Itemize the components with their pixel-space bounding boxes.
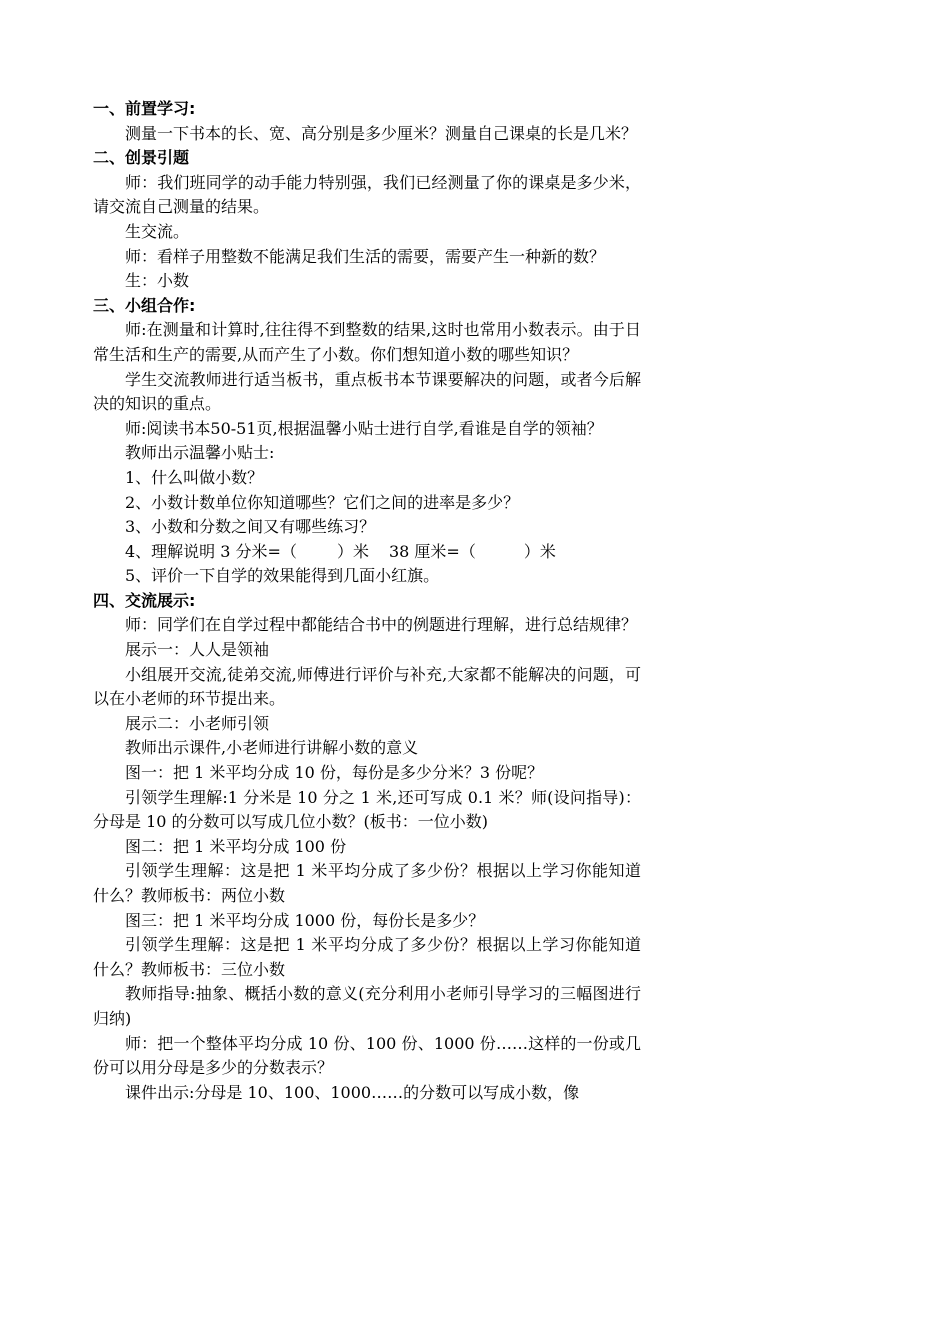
fill-blank-unit: ）米 [336, 541, 369, 561]
paragraph: 测量一下书本的长、宽、高分别是多少厘米？测量自己课桌的长是几米？ [125, 123, 638, 143]
section-heading-preview: 一、前置学习: [93, 99, 196, 118]
paragraph: 师:在测量和计算时,往往得不到整数的结果,这时也常用小数表示。由于日常生活和生产的需要,从而产生了小数。你们想知道小数的哪些知识？ [93, 320, 641, 364]
list-item-fill-blank [93, 540, 641, 565]
section-heading-group-work: 三、小组合作: [93, 295, 196, 315]
list-item: 1、什么叫做小数？ [125, 467, 264, 487]
paragraph: 师：看样子用整数不能满足我们生活的需要，需要产生一种新的数？ [125, 246, 606, 266]
paragraph: 教师指导:抽象、概括小数的意义(充分利用小老师引导学习的三幅图进行归纳) [93, 984, 641, 1028]
paragraph: 图二：把 1 米平均分成 100 份 [125, 836, 347, 856]
paragraph: 图三：把 1 米平均分成 1000 份，每份长是多少？ [125, 910, 485, 930]
section-heading-intro: 二、创景引题 [93, 148, 190, 168]
list-item: 5、评价一下自学的效果能得到几面小红旗。 [125, 566, 440, 586]
fill-blank-unit: ）米 [523, 541, 556, 561]
paragraph: 引领学生理解：这是把 1 米平均分成了多少份？根据以上学习你能知道什么？教师板书：两位小数 [93, 861, 641, 905]
paragraph: 教师出示课件,小老师进行讲解小数的意义 [125, 738, 419, 758]
paragraph: 教师出示温馨小贴士: [125, 443, 275, 463]
paragraph: 图一：把 1 米平均分成 10 份，每份是多少分米？3 份呢？ [125, 763, 544, 783]
fill-blank-prompt: 4、理解说明 3 分米=（ [125, 541, 297, 561]
paragraph: 学生交流教师进行适当板书，重点板书本节课要解决的问题，或者今后解决的知识的重点。 [93, 369, 641, 414]
paragraph: 展示一：人人是领袖 [125, 640, 270, 660]
paragraph: 师：把一个整体平均分成 10 份、100 份、1000 份……这样的一份或几份可以用分母是多少的分数表示？ [93, 1033, 641, 1078]
list-item: 3、小数和分数之间又有哪些练习？ [125, 517, 376, 537]
paragraph: 师：我们班同学的动手能力特别强，我们已经测量了你的课桌是多少米，请交流自己测量的结果。 [93, 172, 641, 217]
paragraph: 引领学生理解：这是把 1 米平均分成了多少份？根据以上学习你能知道什么？教师板书：三位小数 [93, 935, 641, 979]
paragraph: 师:阅读书本50-51页,根据温馨小贴士进行自学,看谁是自学的领袖？ [125, 418, 603, 438]
fill-blank-prompt: 38 厘米=（ [388, 541, 476, 561]
paragraph: 生：小数 [125, 271, 190, 291]
document-page [93, 97, 641, 1105]
paragraph: 生交流。 [125, 221, 190, 241]
paragraph: 课件出示:分母是 10、100、1000……的分数可以写成小数，像 [125, 1082, 580, 1102]
section-heading-showcase: 四、交流展示: [93, 590, 196, 610]
paragraph: 引领学生理解:1 分米是 10 分之 1 米,还可写成 0.1 米？师(设问指导)：分母是 10 的分数可以写成几位小数？(板书：一位小数) [93, 787, 641, 832]
list-item: 2、小数计数单位你知道哪些？它们之间的进率是多少？ [125, 492, 520, 512]
paragraph: 小组展开交流,徒弟交流,师傅进行评价与补充,大家都不能解决的问题，可以在小老师的环节提出来。 [93, 664, 641, 709]
paragraph: 师：同学们在自学过程中都能结合书中的例题进行理解，进行总结规律？ [125, 615, 638, 635]
paragraph: 展示二：小老师引领 [125, 713, 270, 733]
